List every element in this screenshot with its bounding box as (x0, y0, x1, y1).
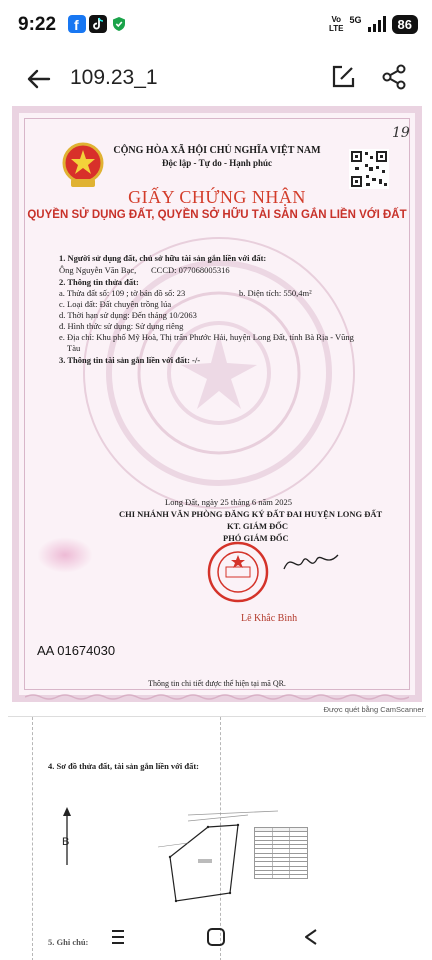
parcel-area: b. Diện tích: 550,4m² (239, 288, 312, 298)
plot-diagram-heading: 4. Sơ đồ thửa đất, tài sản gắn liền với đất: (48, 761, 200, 771)
signal-icon (368, 16, 386, 32)
drum-watermark (79, 233, 359, 513)
north-arrow-icon (60, 807, 74, 867)
facebook-icon (68, 15, 86, 33)
status-bar (0, 0, 432, 52)
signer-role-2: PHÓ GIÁM ĐỐC (223, 533, 289, 543)
share-icon[interactable] (380, 63, 408, 91)
land-use-certificate (12, 106, 422, 702)
recent-apps-icon[interactable] (110, 928, 126, 946)
document-page-1 (8, 102, 426, 706)
handwritten-note: 19 (392, 125, 410, 141)
pink-ink-smudge (37, 537, 93, 573)
certificate-title: GIẤY CHỨNG NHẬN (128, 187, 306, 207)
signer-name: Lê Khắc Bình (241, 613, 298, 624)
svg-text:f: f (74, 17, 79, 33)
owner-name: Ông Nguyễn Văn Bạc, (59, 265, 137, 275)
battery-indicator: 86 (392, 15, 418, 34)
app-bar (0, 52, 432, 106)
address-line-2: Tàu (67, 343, 81, 353)
svg-text:B: B (62, 836, 70, 848)
issue-date: Long Đất, ngày 25 tháng 6 năm 2025 (165, 497, 293, 507)
usage-form: đ. Hình thức sử dụng: Sử dụng riêng (59, 321, 184, 331)
shield-check-icon (110, 15, 128, 33)
back-icon[interactable] (303, 928, 319, 946)
section-3: 3. Thông tin tài sản gắn liền với đất: -/- (59, 355, 201, 365)
owner-id: CCCD: 077068005316 (151, 265, 230, 275)
notes-label: 5. Ghi chú: (48, 937, 89, 947)
section-2-label: 2. Thông tin thửa đất: (59, 277, 139, 287)
certificate-number: AA 01674030 (37, 643, 116, 658)
navigation-bar (0, 918, 432, 960)
motto: Độc lập - Tự do - Hạnh phúc (161, 158, 272, 168)
home-icon[interactable] (207, 928, 225, 946)
tiktok-icon (89, 15, 107, 33)
edit-icon[interactable] (330, 64, 356, 90)
back-arrow-icon[interactable] (24, 64, 54, 94)
scanner-watermark: Được quét bằng CamScanner (323, 705, 424, 714)
usage-term: d. Thời hạn sử dụng: Đến tháng 10/2063 (59, 310, 197, 320)
issuing-office: CHI NHÁNH VĂN PHÒNG ĐĂNG KÝ ĐẤT ĐAI HUYỆN LONG ĐẤT (119, 509, 383, 519)
address-line-1: e. Địa chỉ: Khu phố Mỹ Hoà, Thị trấn Phước Hải, huyện Long Đất, tỉnh Bà Rịa - Vũng (59, 332, 354, 342)
volte-indicator: Vo LTE (329, 15, 344, 33)
coordinate-table (254, 827, 308, 879)
qr-footer-note: Thông tin chi tiết được thể hiện tại mã QR. (148, 679, 286, 688)
status-time: 9:22 (18, 14, 57, 35)
document-title: 109.23_1 (70, 66, 158, 89)
parcel-number: a. Thửa đất số: 109 ; tờ bản đồ số: 23 (59, 288, 186, 298)
signature (281, 547, 341, 577)
section-1-label: 1. Người sử dụng đất, chủ sở hữu tài sản gắn liền với đất: (59, 253, 267, 263)
signer-role-1: KT. GIÁM ĐỐC (227, 521, 288, 531)
republic-heading: CỘNG HÒA XÃ HỘI CHỦ NGHĨA VIỆT NAM (113, 145, 321, 156)
border-frieze (25, 693, 409, 701)
certificate-subtitle: QUYỀN SỬ DỤNG ĐẤT, QUYỀN SỞ HỮU TÀI SẢN GẮN LIỀN VỚI ĐẤT (27, 209, 407, 221)
status-indicators (329, 13, 418, 35)
official-seal (207, 541, 269, 603)
network-type: 5G (349, 15, 362, 25)
land-type: c. Loại đất: Đất chuyên trồng lúa (59, 299, 172, 309)
